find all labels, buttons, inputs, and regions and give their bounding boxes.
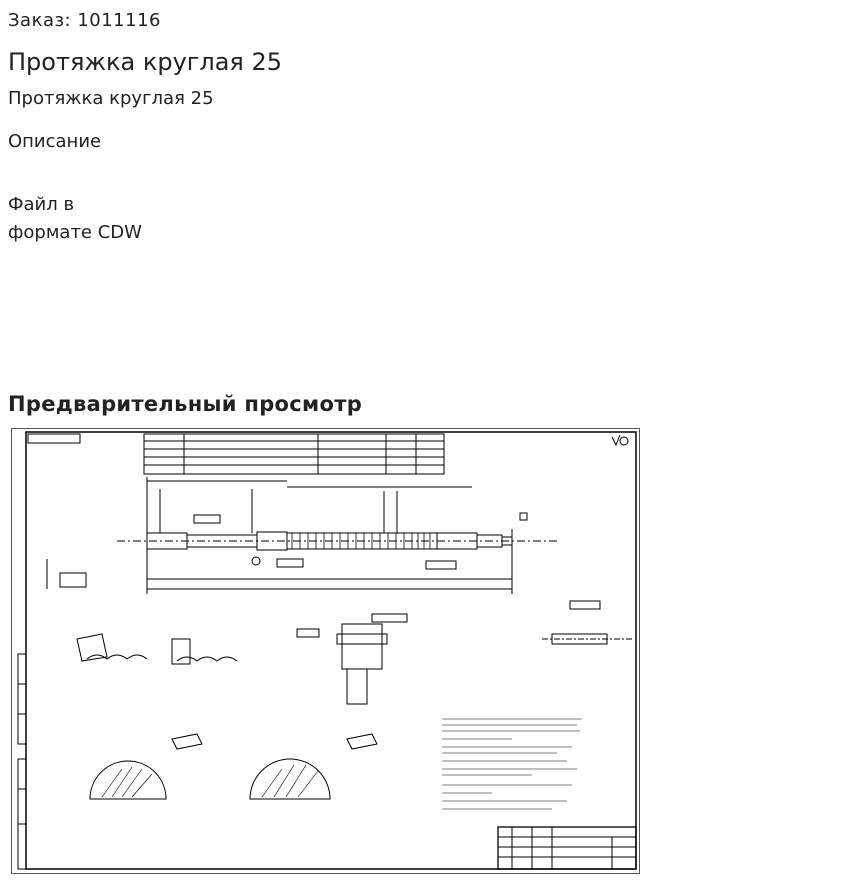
- preview-heading: Предварительный просмотр: [8, 392, 363, 416]
- file-format-line-1: Файл в: [8, 194, 75, 215]
- product-subtitle: Протяжка круглая 25: [8, 88, 214, 109]
- technical-drawing: [12, 429, 639, 873]
- page-title: Протяжка круглая 25: [8, 48, 283, 76]
- file-format-line-2: формате CDW: [8, 222, 142, 243]
- order-number: Заказ: 1011116: [8, 10, 161, 31]
- preview-image[interactable]: [11, 428, 640, 874]
- description-heading: Описание: [8, 131, 102, 152]
